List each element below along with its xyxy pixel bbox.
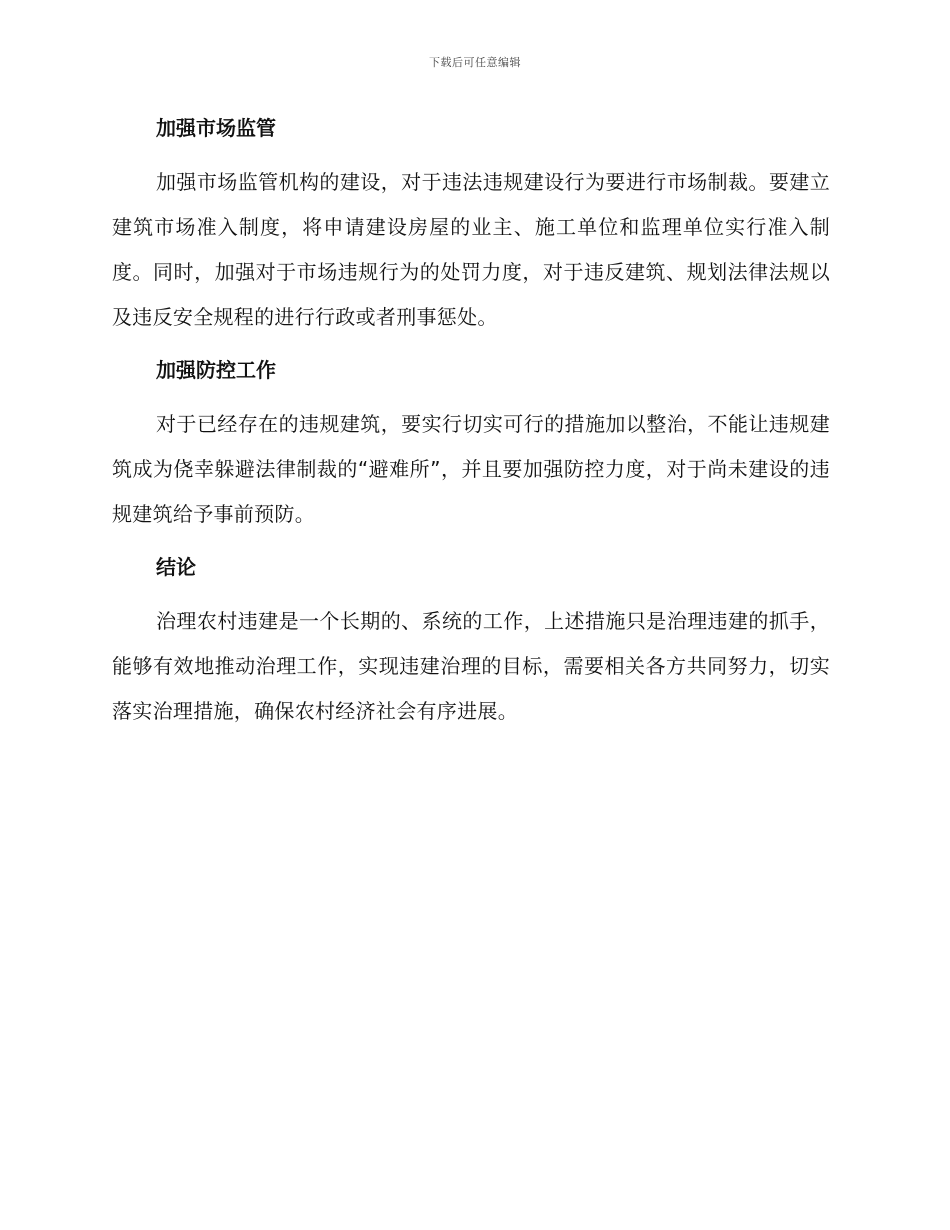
- section-heading-market-supervision: 加强市场监管: [156, 116, 276, 140]
- section-paragraph-prevention-control: 对于已经存在的违规建筑，要实行切实可行的措施加以整治，不能让违规建筑成为侥幸躲避法律制裁的“避难所”，并且要加强防控力度，对于尚未建设的违规建筑给予事前预防。: [112, 412, 830, 526]
- document-body: [112, 110, 830, 734]
- section-heading-prevention-control: 加强防控工作: [156, 358, 276, 382]
- section-paragraph-conclusion: 治理农村违建是一个长期的、系统的工作，上述措施只是治理违建的抓手，能够有效地推动治理工作，实现违建治理的目标，需要相关各方共同努力，切实落实治理措施，确保农村经济社会有序进展。: [112, 609, 830, 723]
- section-heading-conclusion: 结论: [156, 555, 196, 579]
- page-header: 下载后可任意编辑: [429, 56, 521, 69]
- section-paragraph-market-supervision: 加强市场监管机构的建设，对于违法违规建设行为要进行市场制裁。要建立建筑市场准入制度，将申请建设房屋的业主、施工单位和监理单位实行准入制度。同时，加强对于市场违规行为的处罚力度，对于违反建筑、规划法律法规以及违反安全规程的进行行政或者刑事惩处。: [112, 170, 830, 329]
